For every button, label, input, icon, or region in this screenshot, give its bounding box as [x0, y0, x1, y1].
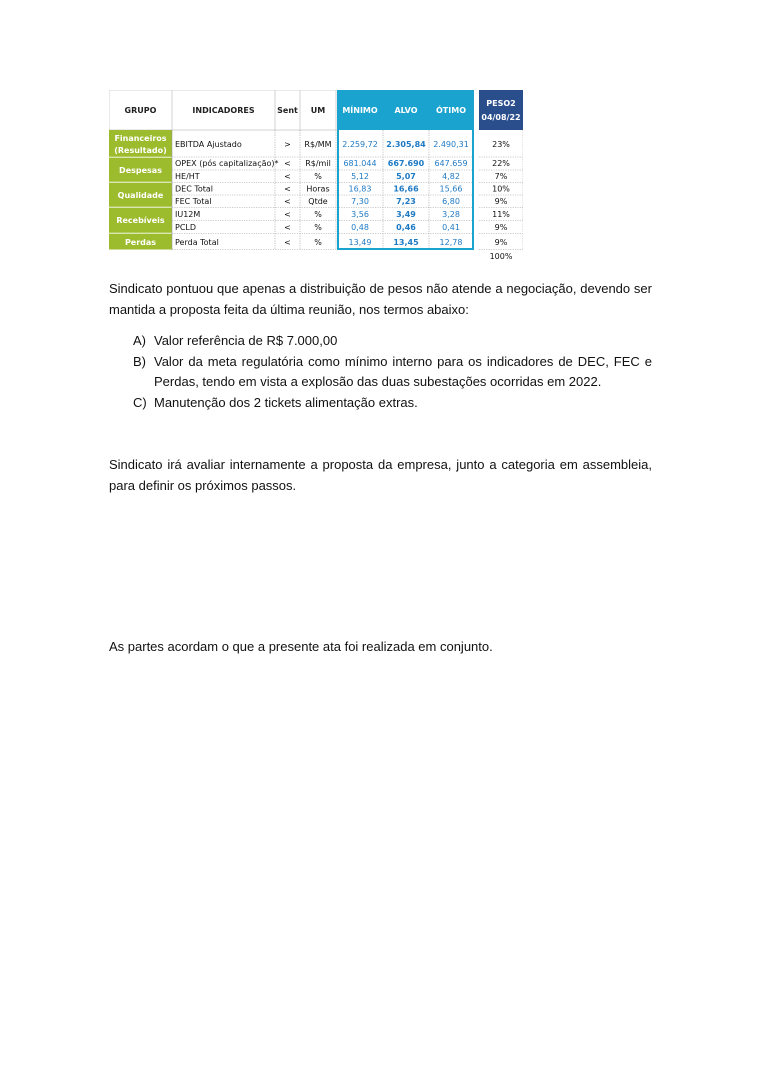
cell-sent: < [284, 184, 291, 194]
cell-indicador: IU12M [175, 210, 201, 219]
cell-peso: 22% [492, 159, 510, 168]
cell-peso: 9% [494, 223, 508, 232]
cell-indicador: Perda Total [175, 238, 219, 247]
list-item [133, 393, 652, 414]
cell-peso: 10% [492, 184, 510, 194]
row-1 [175, 158, 510, 168]
group-qualidade: Qualidade [117, 191, 164, 200]
group-financeiros-line2: (Resultado) [114, 146, 167, 155]
cell-um: Qtde [308, 197, 328, 206]
cell-otimo: 647.659 [434, 159, 468, 168]
cell-sent: < [284, 238, 291, 247]
cell-sent: > [284, 140, 291, 149]
cell-indicador: DEC Total [175, 184, 214, 194]
header-peso-line1: PESO2 [486, 99, 516, 108]
cell-alvo: 0,46 [396, 223, 416, 232]
cell-peso: 9% [494, 197, 508, 206]
list-item [133, 331, 652, 352]
cell-um: % [314, 210, 322, 219]
row-7 [175, 238, 508, 247]
group-despesas: Despesas [119, 166, 162, 175]
cell-alvo: 3,49 [396, 210, 416, 219]
cell-um: % [314, 172, 322, 181]
list-text: Valor referência de R$ 7.000,00 [154, 333, 338, 348]
header-um: UM [310, 106, 326, 115]
header-peso-line2: 04/08/22 [481, 113, 521, 122]
cell-sent: < [284, 172, 291, 181]
header-peso-block [479, 90, 523, 130]
list-text: Manutenção dos 2 tickets alimentação extras. [154, 394, 418, 410]
row-5 [175, 210, 510, 219]
cell-otimo: 4,82 [442, 172, 460, 181]
cell-otimo: 12,78 [439, 238, 463, 247]
header-minimo: MÍNIMO [342, 106, 378, 115]
cell-peso: 9% [494, 238, 508, 247]
cell-minimo: 7,30 [351, 197, 369, 206]
cell-alvo: 13,45 [393, 238, 419, 247]
header-sent: Sent [277, 106, 298, 115]
cell-indicador: HE/HT [175, 172, 200, 181]
cell-sent: < [284, 159, 291, 168]
cell-um: % [314, 223, 322, 232]
cell-indicador: FEC Total [175, 197, 212, 206]
paragraph-2: Sindicato irá avaliar internamente a proposta da empresa, junto a categoria em assembleia, para definir os próximos passos. [109, 457, 652, 493]
cell-alvo: 2.305,84 [386, 140, 426, 149]
cell-peso: 23% [492, 140, 510, 149]
header-grupo: GRUPO [124, 106, 157, 115]
cell-um: R$/mil [305, 159, 331, 168]
list-text: Valor da meta regulatória como mínimo interno para os indicadores de DEC, FEC e Perdas, tendo em vista a explosão das duas subestações ocorridas em 2022. [154, 353, 652, 389]
row-2 [175, 172, 508, 181]
header-alvo: ALVO [394, 106, 418, 115]
row-3 [175, 185, 510, 194]
cell-peso: 11% [492, 210, 510, 219]
paragraph-1: Sindicato pontuou que apenas a distribuição de pesos não atende a negociação, devendo ser mantida a proposta feita da última reunião, nos termos abaixo: [109, 281, 652, 317]
cell-minimo: 681.044 [343, 159, 377, 168]
cell-alvo: 7,23 [396, 197, 416, 206]
cell-otimo: 0,41 [442, 223, 460, 232]
cell-alvo: 667.690 [387, 159, 425, 168]
cell-indicador: EBITDA Ajustado [175, 140, 242, 149]
cell-sent: < [284, 210, 291, 219]
cell-minimo: 16,83 [348, 184, 372, 194]
row-4 [175, 197, 508, 206]
cell-indicador: PCLD [175, 223, 197, 232]
cell-peso: 7% [494, 172, 508, 181]
cell-otimo: 15,66 [439, 184, 463, 194]
list-marker: A) [133, 333, 146, 348]
cell-um: Horas [306, 184, 330, 194]
cell-minimo: 0,48 [351, 223, 369, 232]
cell-otimo: 3,28 [442, 210, 460, 219]
list-marker: C) [133, 394, 147, 410]
cell-sent: < [284, 197, 291, 206]
paragraph-3: As partes acordam o que a presente ata foi realizada em conjunto. [109, 639, 493, 654]
cell-minimo: 3,56 [351, 210, 369, 219]
header-indicadores: INDICADORES [192, 106, 255, 115]
proposal-list [133, 331, 652, 413]
indicators-table [109, 90, 523, 262]
cell-otimo: 6,80 [442, 197, 460, 206]
group-recebiveis: Recebíveis [116, 216, 165, 225]
cell-minimo: 5,12 [351, 172, 369, 181]
peso-total: 100% [489, 252, 513, 261]
cell-otimo: 2.490,31 [433, 140, 469, 149]
cell-um: % [314, 238, 322, 247]
row-6 [175, 223, 508, 232]
indicators-table-svg [109, 90, 523, 262]
group-perdas: Perdas [124, 238, 157, 247]
row-0 [175, 140, 510, 149]
cell-minimo: 2.259,72 [342, 140, 378, 149]
list-marker: B) [133, 353, 146, 369]
list-item [133, 352, 652, 393]
group-financeiros-line1: Financeiros [114, 134, 167, 143]
header-otimo: ÓTIMO [436, 106, 466, 115]
cell-indicador: OPEX (pós capitalização)* [175, 159, 279, 168]
cell-alvo: 5,07 [396, 172, 416, 181]
cell-minimo: 13,49 [348, 238, 372, 247]
cell-sent: < [284, 223, 291, 232]
cell-alvo: 16,66 [393, 184, 419, 194]
cell-um: R$/MM [304, 140, 332, 149]
